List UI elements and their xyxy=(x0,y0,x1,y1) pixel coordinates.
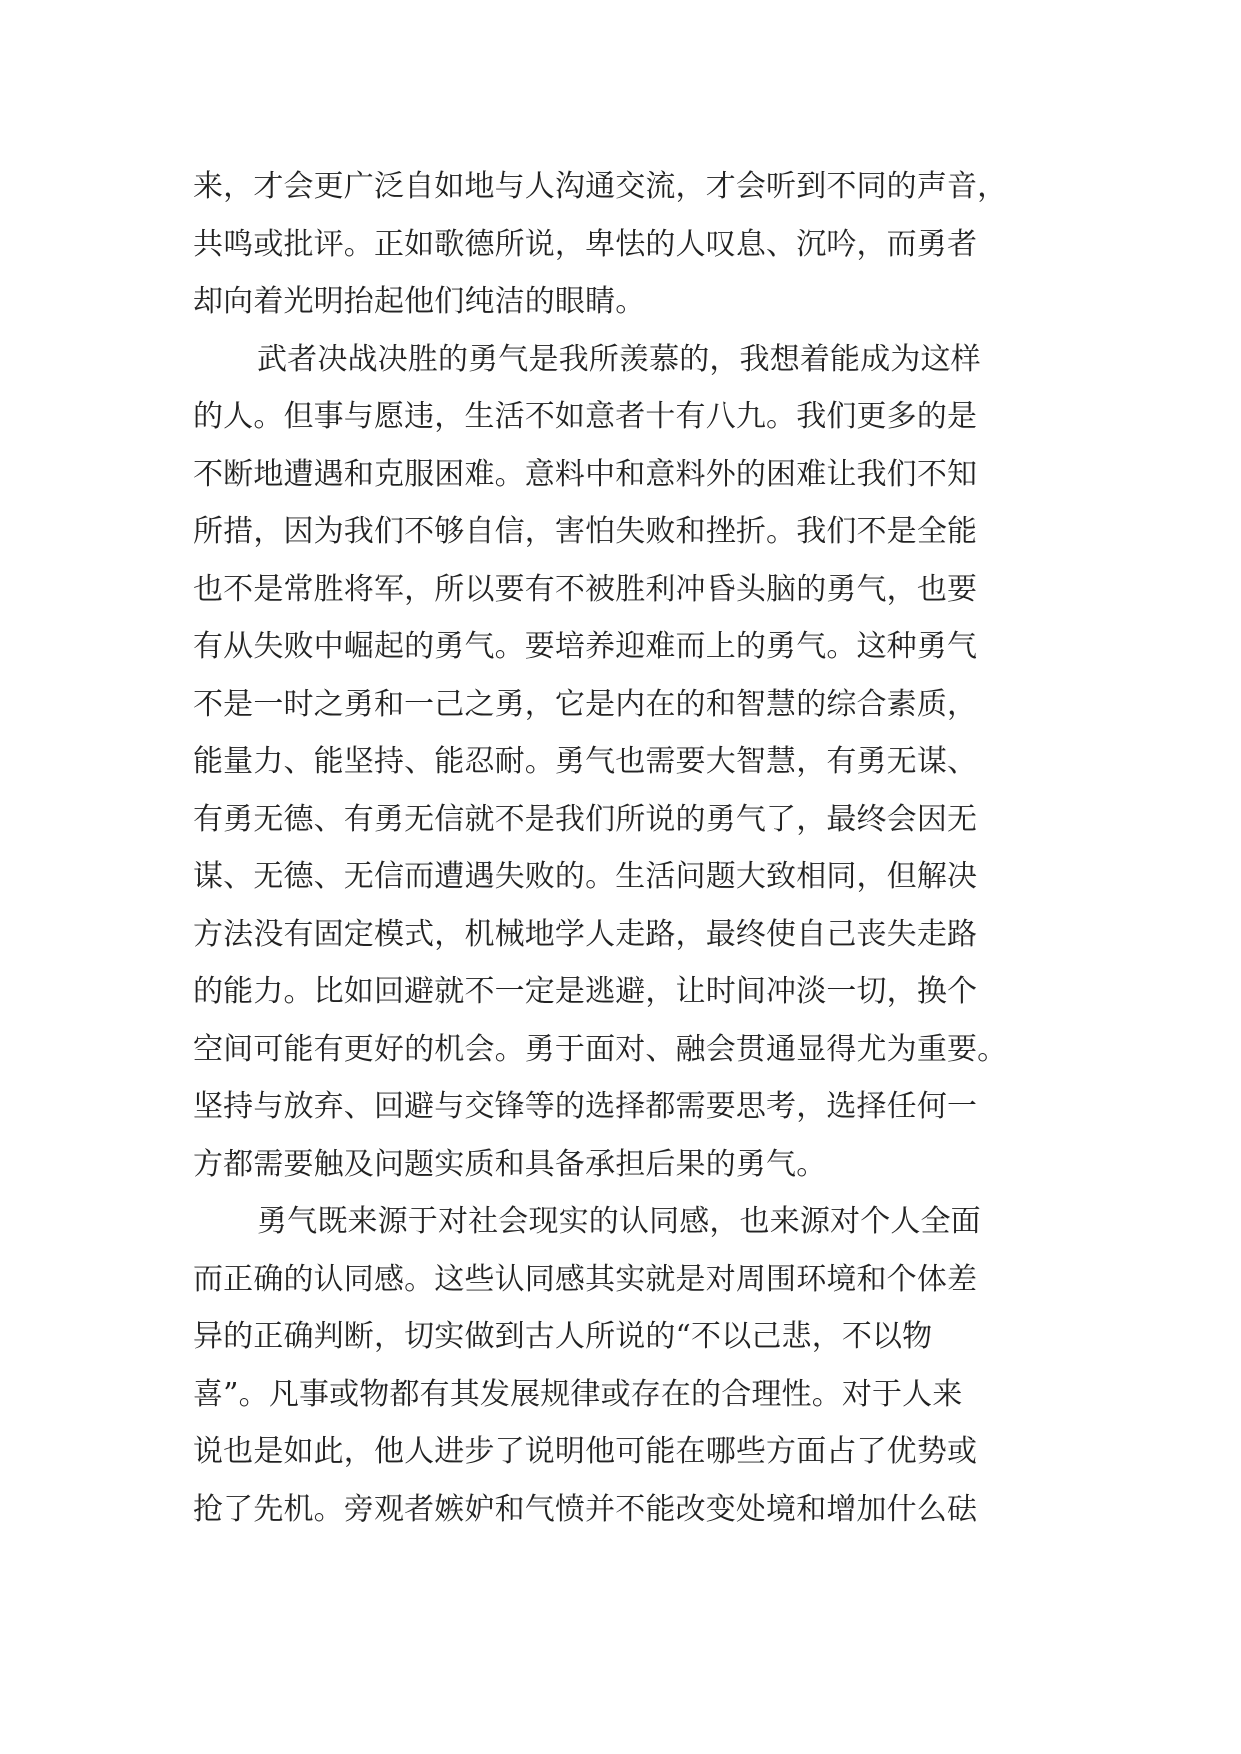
text-line: 谋、无德、无信而遭遇失败的。生活问题大致相同，但解决 xyxy=(193,859,978,894)
text-line: 却向着光明抬起他们纯洁的眼睛。 xyxy=(193,284,646,319)
text-line: 有从失败中崛起的勇气。要培养迎难而上的勇气。这种勇气 xyxy=(193,629,978,664)
text-line: 能量力、能坚持、能忍耐。勇气也需要大智慧，有勇无谋、 xyxy=(193,744,978,779)
paragraph-3 xyxy=(193,1193,1073,1538)
paragraph-2 xyxy=(193,331,1073,1194)
text-line: 武者决战决胜的勇气是我所羡慕的，我想着能成为这样 xyxy=(257,341,981,377)
text-line: 喜”。凡事或物都有其发展规律或存在的合理性。对于人来 xyxy=(193,1376,963,1412)
text-line: 也不是常胜将军，所以要有不被胜利冲昏头脑的勇气，也要 xyxy=(193,571,978,607)
text-line: 不是一时之勇和一己之勇，它是内在的和智慧的综合素质， xyxy=(193,686,978,722)
text-line: 共鸣或批评。正如歌德所说，卑怯的人叹息、沉吟，而勇者 xyxy=(193,226,978,262)
text-line: 不断地遭遇和克服困难。意料中和意料外的困难让我们不知 xyxy=(193,456,978,492)
text-line: 的人。但事与愿违，生活不如意者十有八九。我们更多的是 xyxy=(193,399,978,434)
paragraph-1 xyxy=(193,158,1073,331)
text-line: 来，才会更广泛自如地与人沟通交流，才会听到不同的声音， xyxy=(193,169,1008,204)
text-line: 抢了先机。旁观者嫉妒和气愤并不能改变处境和增加什么砝 xyxy=(193,1491,978,1527)
text-line: 说也是如此，他人进步了说明他可能在哪些方面占了优势或 xyxy=(193,1434,978,1469)
text-line: 所措，因为我们不够自信，害怕失败和挫折。我们不是全能 xyxy=(193,514,978,549)
text-line: 勇气既来源于对社会现实的认同感，也来源对个人全面 xyxy=(257,1204,981,1239)
text-line: 的能力。比如回避就不一定是逃避，让时间冲淡一切，换个 xyxy=(193,974,978,1009)
body-text xyxy=(193,158,1073,1538)
text-line: 方法没有固定模式，机械地学人走路，最终使自己丧失走路 xyxy=(193,916,978,952)
text-line: 而正确的认同感。这些认同感其实就是对周围环境和个体差 xyxy=(193,1261,978,1297)
text-line: 坚持与放弃、回避与交锋等的选择都需要思考，选择任何一 xyxy=(193,1089,978,1124)
text-line: 有勇无德、有勇无信就不是我们所说的勇气了，最终会因无 xyxy=(193,801,978,837)
text-line: 方都需要触及问题实质和具备承担后果的勇气。 xyxy=(193,1146,827,1182)
text-line: 异的正确判断，切实做到古人所说的“不以己悲，不以物 xyxy=(193,1319,933,1354)
text-line: 空间可能有更好的机会。勇于面对、融会贯通显得尤为重要。 xyxy=(193,1031,1008,1067)
